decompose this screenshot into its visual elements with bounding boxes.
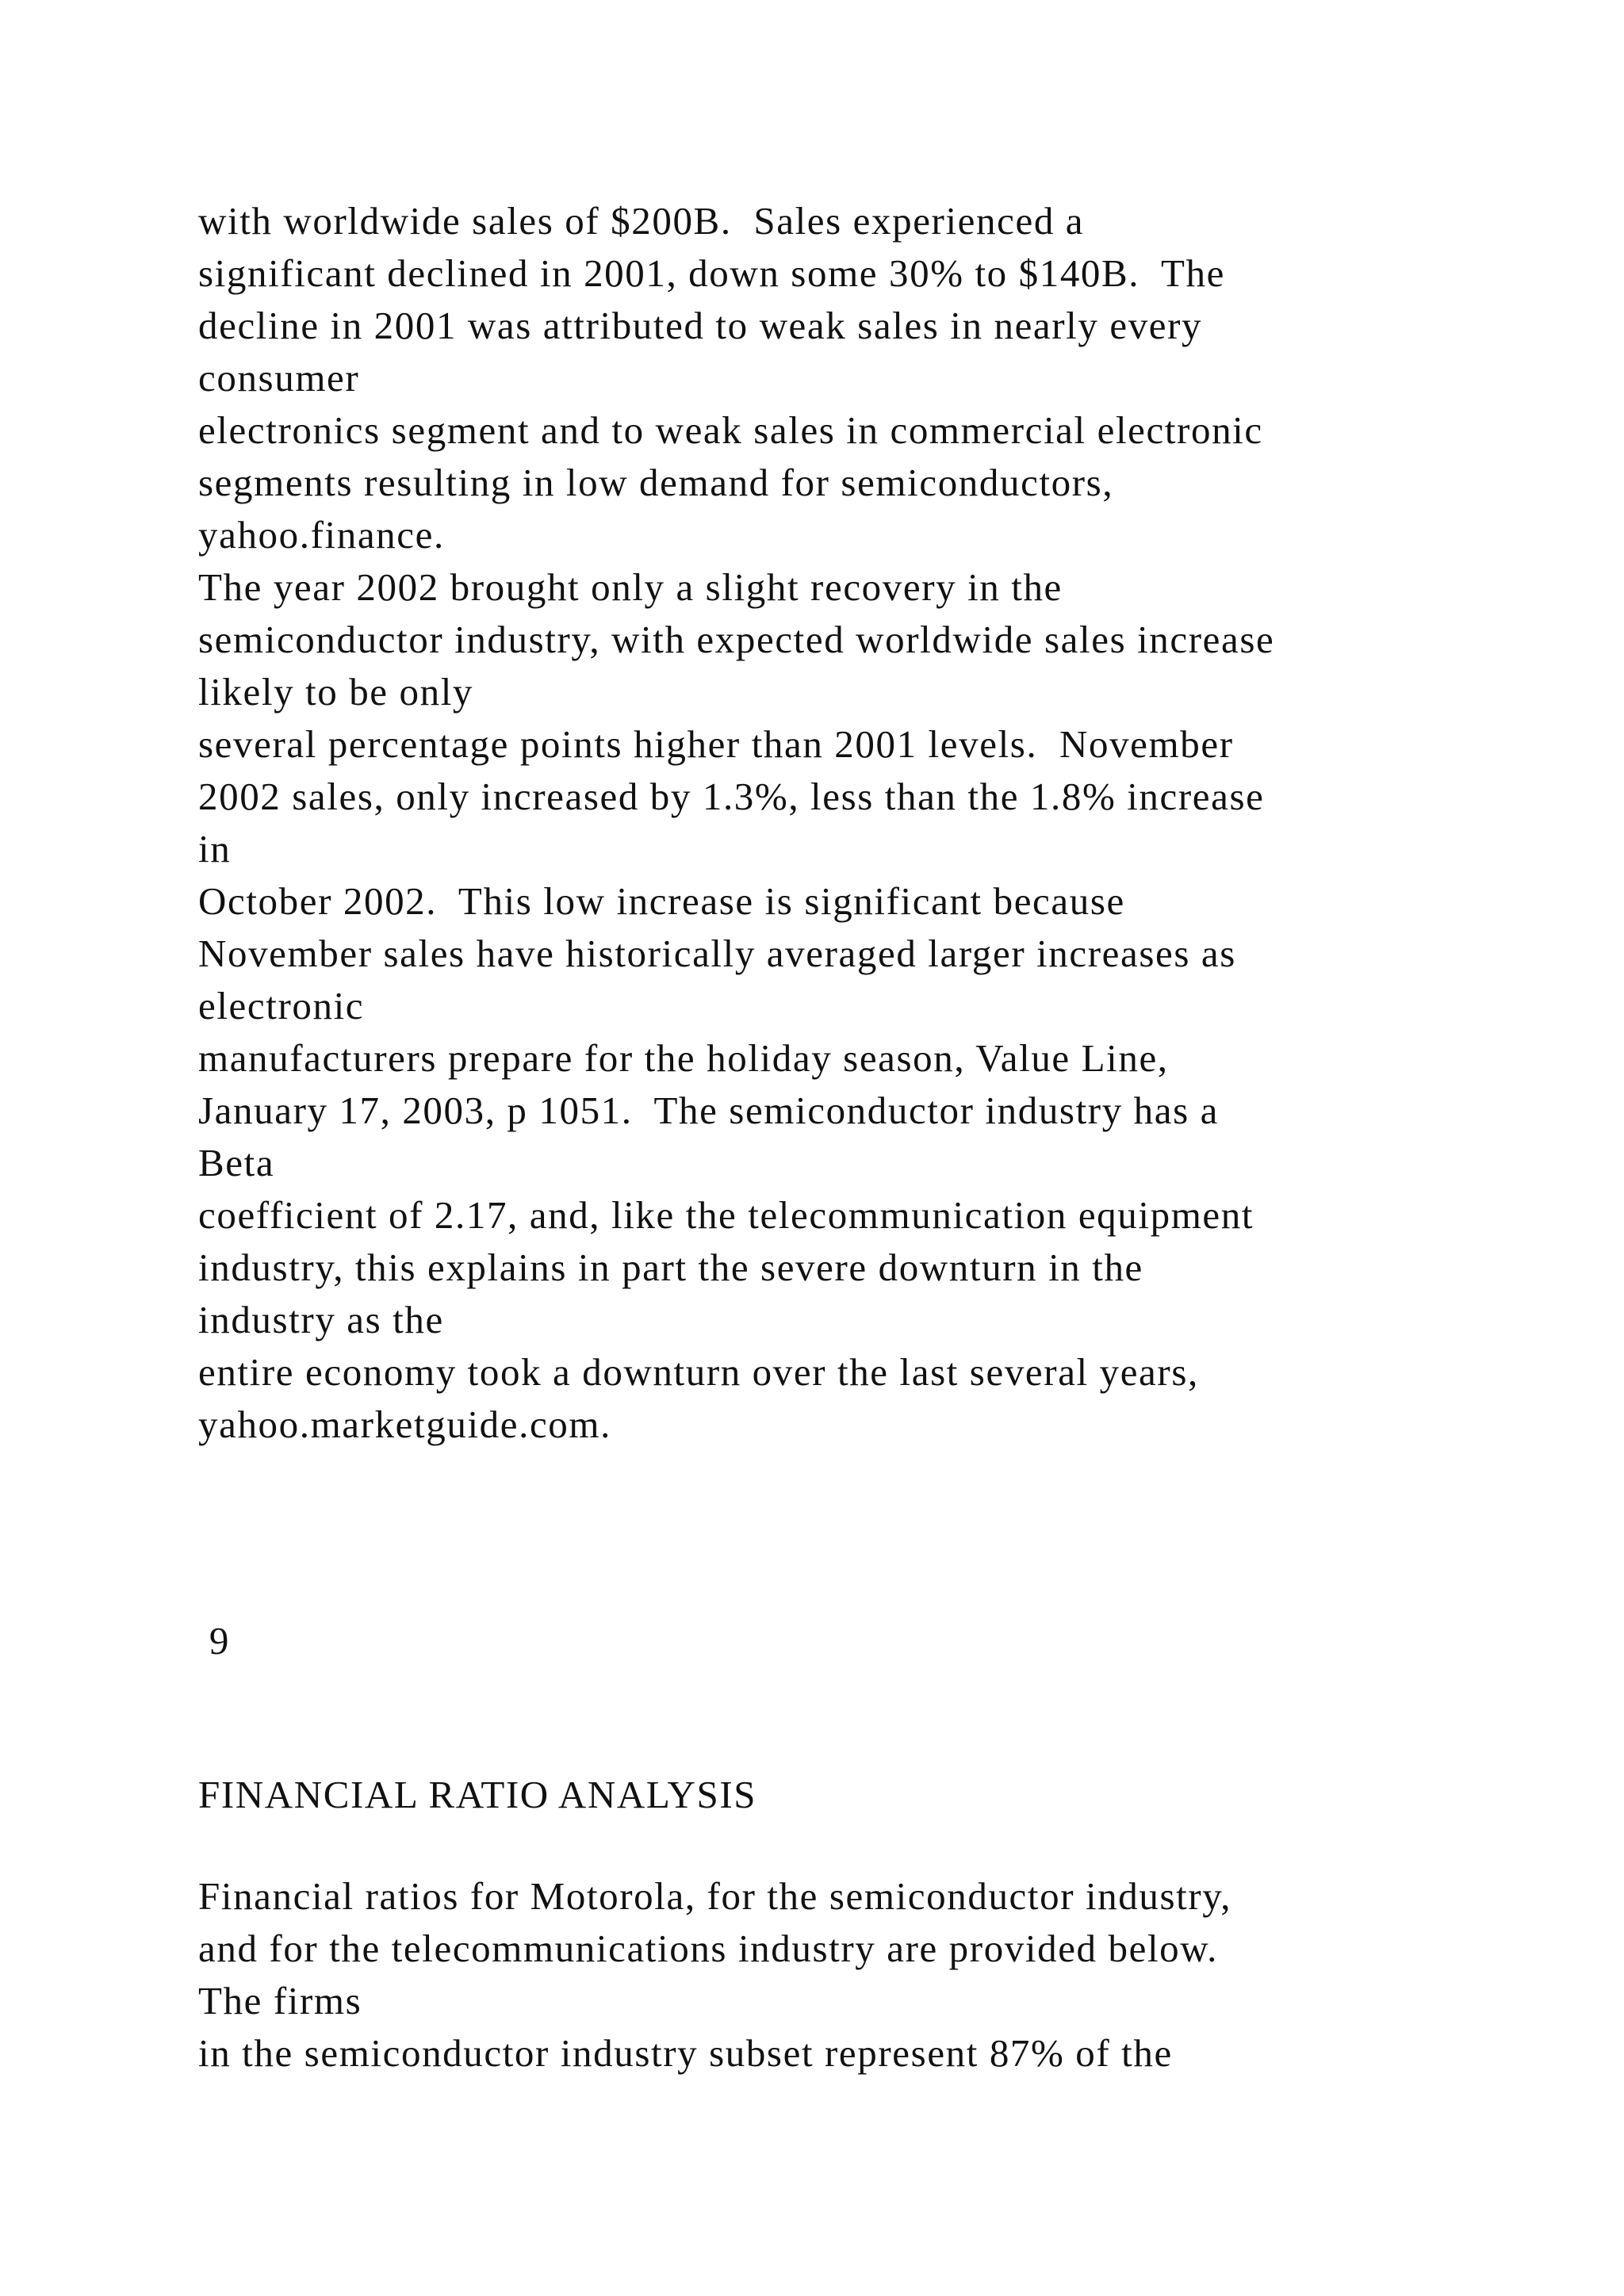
body-text-line: several percentage points higher than 2001 levels. November [198, 722, 1234, 766]
body-text-line: January 17, 2003, p 1051. The semiconductor industry has a [198, 1089, 1219, 1132]
body-text-line: in [198, 827, 232, 871]
body-text-line: and for the telecommunications industry are provided below. [198, 1927, 1218, 1970]
body-text-line: Financial ratios for Motorola, for the semiconductor industry, [198, 1874, 1232, 1918]
body-text-line: manufacturers prepare for the holiday season, Value Line, [198, 1036, 1169, 1080]
body-text-line: The year 2002 brought only a slight recovery in the [198, 565, 1063, 609]
body-text-line: industry as the [198, 1298, 444, 1341]
section-heading: FINANCIAL RATIO ANALYSIS [198, 1773, 757, 1816]
body-text-line: entire economy took a downturn over the last several years, [198, 1350, 1199, 1394]
body-text-line: yahoo.marketguide.com. [198, 1402, 611, 1446]
body-text-line: electronics segment and to weak sales in commercial electronic [198, 408, 1263, 452]
body-text-line: likely to be only [198, 670, 474, 714]
page-number: 9 [198, 1619, 230, 1663]
body-text-line: segments resulting in low demand for semiconductors, [198, 461, 1114, 504]
body-text-line: semiconductor industry, with expected worldwide sales increase [198, 618, 1275, 661]
body-text-line: with worldwide sales of $200B. Sales experienced a [198, 199, 1085, 243]
body-text-line: October 2002. This low increase is significant because [198, 879, 1125, 923]
body-text-line: industry, this explains in part the severe downturn in the [198, 1246, 1143, 1289]
body-text-line: consumer [198, 356, 360, 400]
body-text-line: electronic [198, 984, 365, 1027]
body-text-line: 2002 sales, only increased by 1.3%, less than the 1.8% increase [198, 775, 1265, 818]
body-text-line: in the semiconductor industry subset represent 87% of the [198, 2031, 1173, 2075]
body-text-line: yahoo.finance. [198, 513, 445, 557]
body-text-line: The firms [198, 1979, 362, 2022]
body-text-line: November sales have historically averaged larger increases as [198, 932, 1236, 975]
body-text-line: Beta [198, 1141, 275, 1184]
body-text-line: coefficient of 2.17, and, like the telecommunication equipment [198, 1193, 1254, 1237]
body-text-line: significant declined in 2001, down some 30% to $140B. The [198, 251, 1225, 295]
body-text-line: decline in 2001 was attributed to weak sales in nearly every [198, 304, 1203, 347]
